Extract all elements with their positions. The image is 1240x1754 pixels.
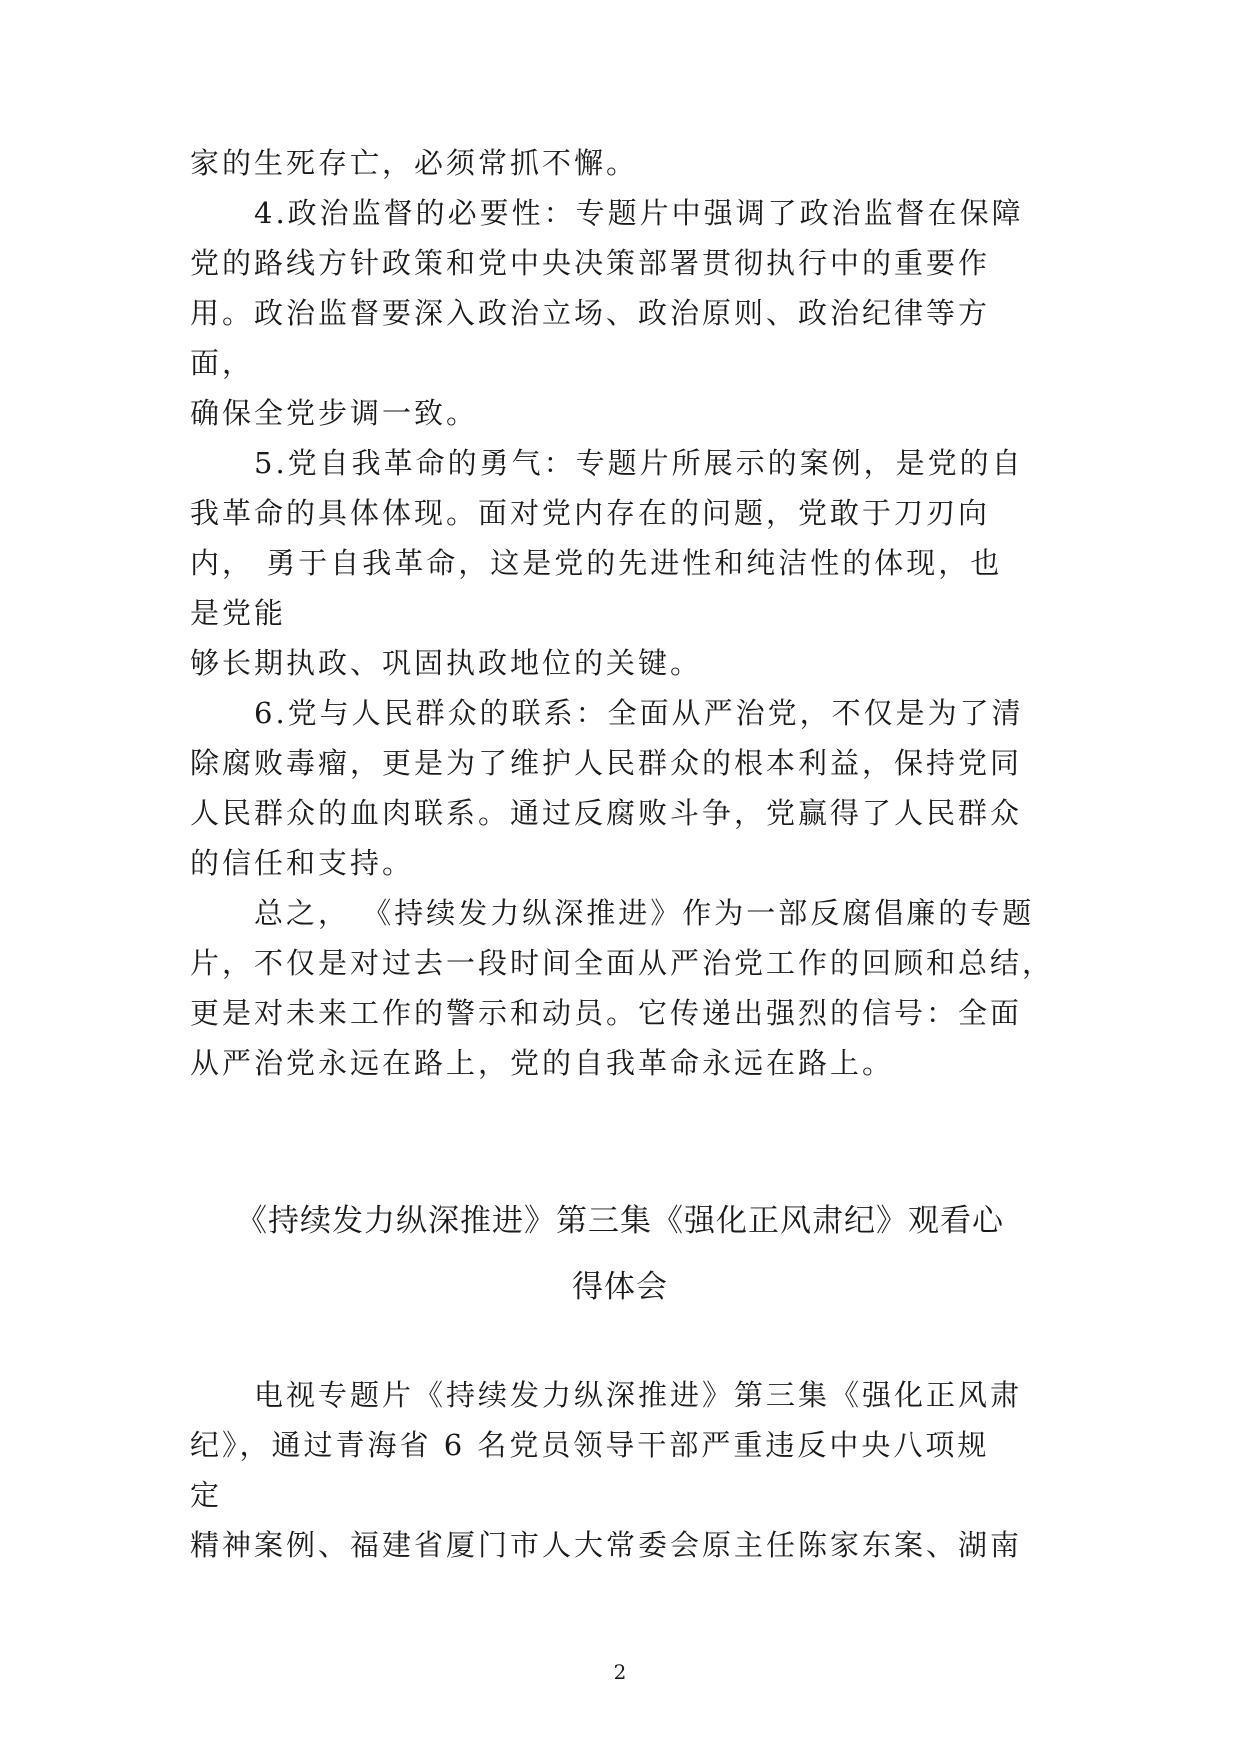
paragraph-6-line-4: 的信任和支持。 (190, 846, 415, 880)
conclusion-line-1: 总之， 《持续发力纵深推进》作为一部反腐倡廉的专题 (254, 896, 1035, 930)
paragraph-5-line-3: 内， 勇于自我革命，这是党的先进性和纯洁性的体现，也 (190, 546, 1003, 580)
body-text-section-1 (190, 138, 1060, 1088)
paragraph-5-line-2: 我革命的具体体现。面对党内存在的问题，党敢于刀刃向 (190, 496, 991, 530)
paragraph-continuation-line: 家的生死存亡，必须常抓不懈。 (190, 146, 639, 180)
conclusion-line-2: 片，不仅是对过去一段时间全面从严治党工作的回顾和总结， (190, 946, 1055, 980)
article-heading-line-1: 《持续发力纵深推进》第三集《强化正风肃纪》观看心 (236, 1203, 1004, 1239)
intro-paragraph-line-4: 精神案例、福建省厦门市人大常委会原主任陈家东案、湖南 (190, 1528, 1023, 1562)
paragraph-6-line-2: 除腐败毒瘤，更是为了维护人民群众的根本利益，保持党同 (190, 746, 1023, 780)
paragraph-6-line-1: 6.党与人民群众的联系：全面从严治党，不仅是为了清 (254, 696, 1024, 730)
intro-paragraph-line-1: 电视专题片《持续发力纵深推进》第三集《强化正风肃 (254, 1378, 1023, 1412)
paragraph-4-line-2: 党的路线方针政策和党中央决策部署贯彻执行中的重要作 (190, 246, 991, 280)
paragraph-5-line-4: 是党能 (190, 596, 287, 630)
paragraph-6-line-3: 人民群众的血肉联系。通过反腐败斗争，党赢得了人民群众 (190, 796, 1023, 830)
paragraph-4-line-5: 确保全党步调一致。 (190, 396, 479, 430)
paragraph-4-line-1: 4.政治监督的必要性：专题片中强调了政治监督在保障 (254, 196, 1024, 230)
paragraph-4-line-3: 用。政治监督要深入政治立场、政治原则、政治纪律等方 (190, 296, 991, 330)
paragraph-5-line-1: 5.党自我革命的勇气：专题片所展示的案例，是党的自 (254, 446, 1024, 480)
paragraph-5-line-5: 够长期执政、巩固执政地位的关键。 (190, 646, 703, 680)
article-heading-line-2: 得体会 (572, 1269, 668, 1305)
paragraph-4-line-4: 面， (190, 346, 255, 380)
conclusion-line-4: 从严治党永远在路上，党的自我革命永远在路上。 (190, 1046, 895, 1080)
conclusion-line-3: 更是对未来工作的警示和动员。它传递出强烈的信号：全面 (190, 996, 1023, 1030)
intro-paragraph-line-3: 定 (190, 1478, 223, 1512)
intro-paragraph-line-2: 纪》，通过青海省 6 名党员领导干部严重违反中央八项规 (190, 1428, 990, 1462)
page-number: 2 (613, 1660, 627, 1684)
body-text-section-2 (190, 1370, 1060, 1570)
